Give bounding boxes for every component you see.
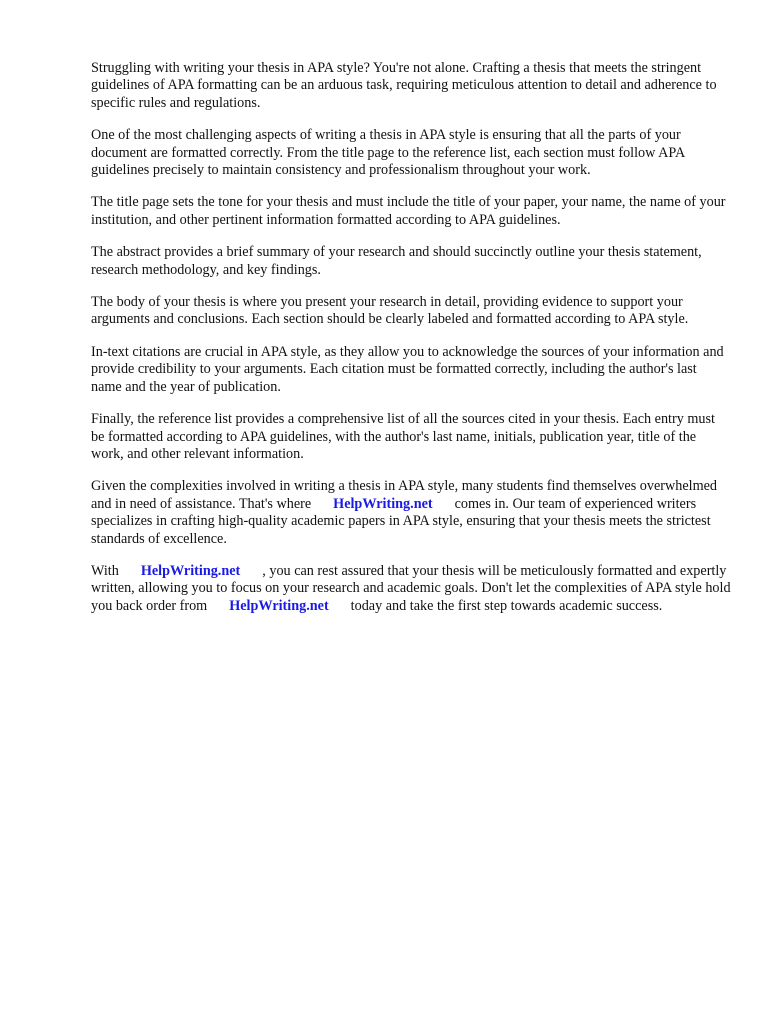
document-body [91, 60, 731, 630]
helpwriting-link-1[interactable]: HelpWriting.net [140, 562, 241, 579]
paragraph-abstract: The abstract provides a brief summary of your research and should succinctly outline your thesis statement, research methodology, and key findings. [91, 244, 702, 278]
helpwriting-link[interactable]: HelpWriting.net [333, 495, 433, 512]
paragraph-closing-text-middle: , you can rest assured that your thesis will be meticulously formatted and expertly written, allowing you to focus on your research and academic goals. Don't let the complexities of APA style hold you back order from [91, 562, 731, 614]
helpwriting-link-2[interactable]: HelpWriting.net [229, 597, 329, 614]
paragraph-title-page: The title page sets the tone for your thesis and must include the title of your paper, your name, the name of your institution, and other pertinent information formatted according to APA guidelines. [91, 194, 726, 228]
paragraph-assistance-text-before: Given the complexities involved in writing a thesis in APA style, many students find themselves overwhelmed and in need of assistance. That's where [91, 478, 718, 512]
paragraph-citations: In-text citations are crucial in APA style, as they allow you to acknowledge the sources of your information and provide credibility to your arguments. Each citation must be formatted correctly, including the author's last name and the year of publication. [91, 343, 724, 395]
paragraph-closing-text-after: today and take the first step towards academic success. [350, 597, 663, 614]
paragraph-closing-text-before: With [91, 562, 119, 579]
paragraph-body: The body of your thesis is where you present your research in detail, providing evidence to support your arguments and conclusions. Each section should be clearly labeled and formatted according to APA style. [91, 294, 689, 328]
paragraph-intro: Struggling with writing your thesis in APA style? You're not alone. Crafting a thesis that meets the stringent guidelines of APA formatting can be an arduous task, requiring meticulous attention to detail and adherence to specific rules and regulations. [91, 60, 717, 111]
paragraph-closing [91, 563, 731, 615]
paragraph-reference-list: Finally, the reference list provides a comprehensive list of all the sources cited in your thesis. Each entry must be formatted according to APA guidelines, with the author's last name, initials, publication year, title of the work, and other relevant information. [91, 411, 715, 462]
paragraph-challenges: One of the most challenging aspects of writing a thesis in APA style is ensuring that all the parts of your document are formatted correctly. From the title page to the reference list, each section must follow APA guidelines precisely to maintain consistency and professionalism throughout your work. [91, 127, 685, 179]
paragraph-assistance [91, 478, 731, 548]
paragraph-assistance-text-after: comes in. Our team of experienced writers specializes in crafting high-quality academic papers in APA style, ensuring that your thesis meets the strictest standards of excellence. [91, 495, 711, 547]
